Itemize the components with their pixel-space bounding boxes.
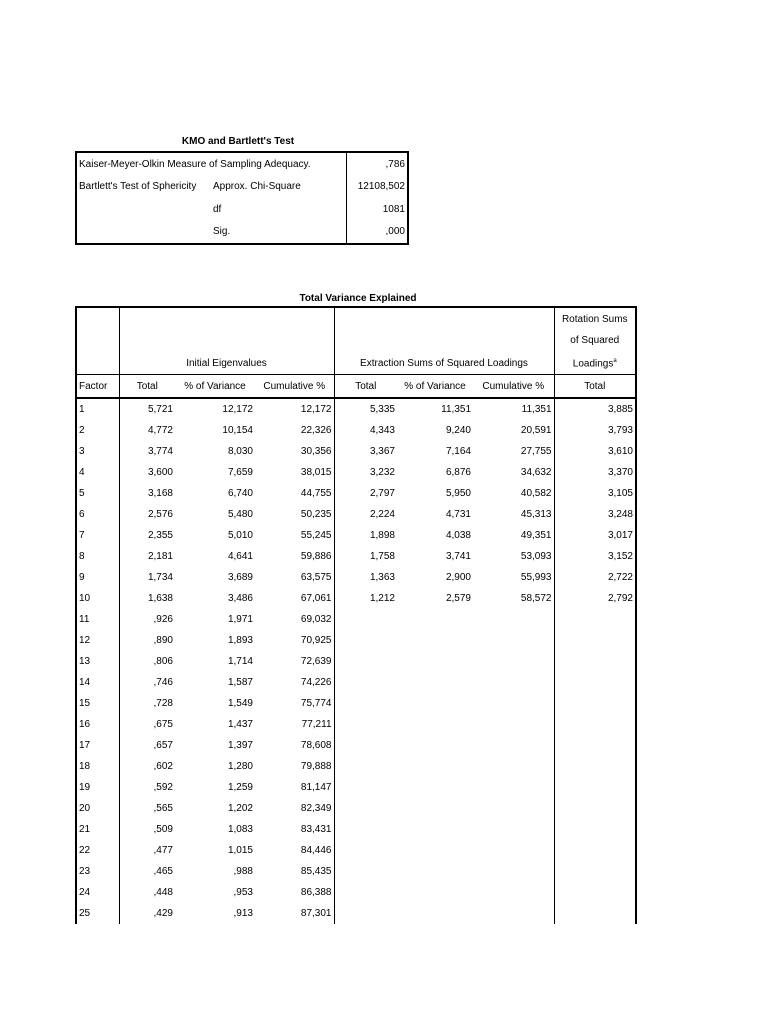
factor-cell: 4 (76, 462, 119, 483)
extraction-percent-variance-cell (397, 903, 473, 924)
extraction-cumulative-percent-cell: 27,755 (520, 446, 552, 457)
cumulative-percent-cell: 86,388 (300, 887, 332, 898)
cumulative-percent-cell: 55,245 (300, 530, 332, 541)
percent-variance-cell: 1,714 (227, 656, 253, 667)
rotation-total-cell (554, 672, 636, 693)
extraction-total-cell (334, 882, 397, 903)
factor-group-header (76, 307, 119, 375)
rotation-total-cell (554, 819, 636, 840)
cumulative-percent-cell: 70,925 (300, 635, 332, 646)
percent-variance-cell: 5,010 (227, 530, 253, 541)
rotation-total-cell: 3,152 (554, 546, 636, 567)
variance-group-header-row (76, 307, 636, 375)
rotation-total-cell: 3,370 (554, 462, 636, 483)
percent-variance-cell: 1,259 (227, 782, 253, 793)
percent-variance-cell: 1,083 (227, 824, 253, 835)
initial-eigenvalues-header: Initial Eigenvalues (119, 307, 334, 375)
extraction-percent-variance-cell: 6,876 (445, 467, 471, 478)
extraction-total-cell (334, 609, 397, 630)
cumulative-percent-cell: 50,235 (300, 509, 332, 520)
extraction-percent-variance-cell (397, 609, 473, 630)
total-cell: ,565 (119, 798, 175, 819)
cumulative-percent-cell: 30,356 (300, 446, 332, 457)
extraction-percent-variance-cell: 9,240 (445, 425, 471, 436)
factor-cell: 17 (76, 735, 119, 756)
total-cell: 1,734 (119, 567, 175, 588)
percent-variance-cell: 7,659 (227, 467, 253, 478)
percent-variance-cell: 12,172 (222, 404, 253, 415)
table-row (76, 903, 636, 924)
extraction-percent-variance-cell: 5,950 (445, 488, 471, 499)
extraction-cumulative-percent-cell (473, 819, 554, 840)
extraction-percent-variance-cell: 2,900 (445, 572, 471, 583)
total-cell: 2,355 (119, 525, 175, 546)
table-row (76, 651, 636, 672)
total-cell: ,657 (119, 735, 175, 756)
variance-sub-header-row (76, 375, 636, 399)
extraction-percent-variance-cell: 3,741 (445, 551, 471, 562)
rotation-total-cell: 3,793 (554, 420, 636, 441)
extraction-percent-variance-cell (397, 651, 473, 672)
factor-column-header: Factor (76, 375, 119, 399)
kmo-table-title: KMO and Bartlett's Test (181, 136, 295, 147)
total-cell: 3,774 (119, 441, 175, 462)
kmo-label (76, 198, 211, 221)
cumulative-percent-cell: 75,774 (300, 698, 332, 709)
extraction-percent-variance-cell: 4,038 (445, 530, 471, 541)
variance-table-body (76, 398, 636, 924)
rotation-total-cell (554, 714, 636, 735)
extraction-total-cell: 2,797 (334, 483, 397, 504)
factor-cell: 9 (76, 567, 119, 588)
factor-cell: 18 (76, 756, 119, 777)
column-header: Cumulative % (473, 375, 554, 399)
kmo-value: 1081 (347, 198, 409, 221)
table-row (76, 398, 636, 420)
extraction-percent-variance-cell (397, 798, 473, 819)
extraction-total-cell (334, 861, 397, 882)
variance-table (75, 306, 637, 924)
total-cell: 1,638 (119, 588, 175, 609)
percent-variance-cell: ,953 (233, 887, 253, 898)
cumulative-percent-cell: 84,446 (300, 845, 332, 856)
extraction-cumulative-percent-cell: 34,632 (520, 467, 552, 478)
rotation-total-cell (554, 651, 636, 672)
factor-cell: 10 (76, 588, 119, 609)
rotation-total-cell (554, 609, 636, 630)
table-row (76, 441, 636, 462)
factor-cell: 5 (76, 483, 119, 504)
extraction-cumulative-percent-cell (473, 882, 554, 903)
extraction-percent-variance-cell (397, 672, 473, 693)
extraction-total-cell: 1,898 (334, 525, 397, 546)
rotation-total-cell (554, 693, 636, 714)
extraction-percent-variance-cell (397, 693, 473, 714)
table-row (76, 588, 636, 609)
extraction-total-cell (334, 630, 397, 651)
percent-variance-cell: 1,893 (227, 635, 253, 646)
total-cell: 5,721 (119, 398, 175, 420)
cumulative-percent-cell: 83,431 (300, 824, 332, 835)
factor-cell: 3 (76, 441, 119, 462)
table-row (76, 882, 636, 903)
factor-cell: 11 (76, 609, 119, 630)
cumulative-percent-cell: 87,301 (300, 908, 332, 919)
column-header: Total (119, 375, 175, 399)
total-cell: 3,168 (119, 483, 175, 504)
extraction-percent-variance-cell: 2,579 (445, 593, 471, 604)
rotation-total-cell (554, 903, 636, 924)
table-row (76, 504, 636, 525)
extraction-percent-variance-cell: 11,351 (441, 404, 471, 415)
factor-cell: 20 (76, 798, 119, 819)
kmo-label (76, 221, 211, 245)
cumulative-percent-cell: 85,435 (300, 866, 332, 877)
kmo-sublabel: Sig. (213, 226, 231, 238)
total-cell: ,746 (119, 672, 175, 693)
table-row (76, 630, 636, 651)
rotation-total-cell (554, 861, 636, 882)
cumulative-percent-cell: 59,886 (300, 551, 332, 562)
extraction-percent-variance-cell (397, 714, 473, 735)
rotation-footnote-marker: a (613, 357, 617, 364)
cumulative-percent-cell: 77,211 (301, 719, 332, 730)
cumulative-percent-cell: 63,575 (300, 572, 332, 583)
extraction-percent-variance-cell (397, 777, 473, 798)
column-header: Total (334, 375, 397, 399)
extraction-total-cell: 3,367 (334, 441, 397, 462)
table-row (76, 567, 636, 588)
extraction-cumulative-percent-cell: 49,351 (520, 530, 552, 541)
extraction-total-cell: 1,758 (334, 546, 397, 567)
table-row (76, 693, 636, 714)
kmo-row (76, 221, 408, 245)
extraction-total-cell (334, 798, 397, 819)
extraction-total-cell (334, 672, 397, 693)
percent-variance-cell: 1,971 (227, 614, 253, 625)
extraction-percent-variance-cell (397, 630, 473, 651)
factor-cell: 22 (76, 840, 119, 861)
total-cell: 3,600 (119, 462, 175, 483)
percent-variance-cell: 3,689 (227, 572, 253, 583)
factor-cell: 23 (76, 861, 119, 882)
rotation-total-cell: 3,105 (554, 483, 636, 504)
extraction-cumulative-percent-cell: 40,582 (520, 488, 552, 499)
rotation-total-cell (554, 630, 636, 651)
factor-cell: 12 (76, 630, 119, 651)
total-cell: ,806 (119, 651, 175, 672)
column-header: Cumulative % (255, 375, 334, 399)
extraction-percent-variance-cell: 4,731 (445, 509, 471, 520)
extraction-cumulative-percent-cell (473, 756, 554, 777)
extraction-total-cell (334, 714, 397, 735)
extraction-total-cell (334, 819, 397, 840)
total-cell: ,592 (119, 777, 175, 798)
variance-table-title: Total Variance Explained (299, 293, 417, 304)
table-row (76, 609, 636, 630)
kmo-row (76, 176, 408, 199)
extraction-total-cell: 2,224 (334, 504, 397, 525)
kmo-sublabel: Approx. Chi-Square (213, 181, 301, 193)
total-cell: ,675 (119, 714, 175, 735)
table-row (76, 777, 636, 798)
extraction-percent-variance-cell (397, 861, 473, 882)
extraction-total-cell (334, 693, 397, 714)
factor-cell: 25 (76, 903, 119, 924)
rotation-loadings-header (554, 307, 636, 375)
cumulative-percent-cell: 22,326 (300, 425, 332, 436)
rotation-total-cell (554, 735, 636, 756)
kmo-table (75, 151, 409, 245)
table-row (76, 756, 636, 777)
table-row (76, 840, 636, 861)
extraction-percent-variance-cell (397, 819, 473, 840)
total-cell: ,890 (119, 630, 175, 651)
kmo-label: Bartlett's Test of Sphericity (79, 181, 197, 193)
rotation-total-cell (554, 798, 636, 819)
extraction-percent-variance-cell (397, 840, 473, 861)
table-row (76, 672, 636, 693)
total-cell: ,728 (119, 693, 175, 714)
table-row (76, 525, 636, 546)
percent-variance-cell: 6,740 (227, 488, 253, 499)
percent-variance-cell: 3,486 (227, 593, 253, 604)
extraction-cumulative-percent-cell (473, 651, 554, 672)
rotation-total-cell: 2,792 (554, 588, 636, 609)
kmo-row (76, 198, 408, 221)
cumulative-percent-cell: 12,172 (300, 404, 332, 415)
percent-variance-cell: 8,030 (227, 446, 253, 457)
percent-variance-cell: 10,154 (222, 425, 253, 436)
extraction-total-cell (334, 651, 397, 672)
total-cell: ,465 (119, 861, 175, 882)
factor-cell: 1 (76, 398, 119, 420)
total-cell: ,429 (119, 903, 175, 924)
total-cell: ,602 (119, 756, 175, 777)
percent-variance-cell: 1,397 (227, 740, 253, 751)
rotation-total-cell (554, 882, 636, 903)
table-row (76, 714, 636, 735)
extraction-cumulative-percent-cell (473, 609, 554, 630)
percent-variance-cell: 1,280 (227, 761, 253, 772)
kmo-sublabel: df (213, 203, 222, 215)
extraction-percent-variance-cell (397, 882, 473, 903)
extraction-total-cell (334, 777, 397, 798)
table-row (76, 483, 636, 504)
cumulative-percent-cell: 69,032 (300, 614, 332, 625)
column-header: % of Variance (175, 375, 255, 399)
extraction-loadings-header: Extraction Sums of Squared Loadings (334, 307, 554, 375)
extraction-cumulative-percent-cell (473, 840, 554, 861)
rotation-loadings-label: Rotation Sums of Squared Loadings (561, 313, 628, 369)
cumulative-percent-cell: 81,147 (300, 782, 332, 793)
total-cell: 4,772 (119, 420, 175, 441)
rotation-total-cell: 2,722 (554, 567, 636, 588)
factor-cell: 6 (76, 504, 119, 525)
cumulative-percent-cell: 82,349 (300, 803, 332, 814)
total-cell: ,448 (119, 882, 175, 903)
table-row (76, 819, 636, 840)
column-header: % of Variance (397, 375, 473, 399)
factor-cell: 14 (76, 672, 119, 693)
kmo-value: ,786 (347, 152, 409, 176)
extraction-cumulative-percent-cell (473, 693, 554, 714)
factor-cell: 16 (76, 714, 119, 735)
cumulative-percent-cell: 38,015 (300, 467, 332, 478)
extraction-cumulative-percent-cell: 55,993 (520, 572, 552, 583)
table-row (76, 798, 636, 819)
total-cell: 2,576 (119, 504, 175, 525)
rotation-total-cell: 3,610 (554, 441, 636, 462)
percent-variance-cell: 4,641 (227, 551, 253, 562)
rotation-total-cell (554, 840, 636, 861)
table-row (76, 546, 636, 567)
extraction-cumulative-percent-cell (473, 798, 554, 819)
total-cell: ,477 (119, 840, 175, 861)
extraction-total-cell: 1,363 (334, 567, 397, 588)
extraction-percent-variance-cell (397, 756, 473, 777)
extraction-total-cell (334, 735, 397, 756)
factor-cell: 7 (76, 525, 119, 546)
extraction-cumulative-percent-cell (473, 630, 554, 651)
extraction-cumulative-percent-cell (473, 735, 554, 756)
extraction-cumulative-percent-cell: 53,093 (520, 551, 552, 562)
extraction-cumulative-percent-cell: 58,572 (520, 593, 552, 604)
total-cell: 2,181 (119, 546, 175, 567)
extraction-total-cell (334, 903, 397, 924)
percent-variance-cell: ,988 (233, 866, 253, 877)
column-header: Total (554, 375, 636, 399)
factor-cell: 19 (76, 777, 119, 798)
percent-variance-cell: 1,549 (227, 698, 253, 709)
cumulative-percent-cell: 72,639 (300, 656, 332, 667)
percent-variance-cell: 1,587 (227, 677, 253, 688)
rotation-total-cell: 3,885 (554, 398, 636, 420)
total-cell: ,509 (119, 819, 175, 840)
factor-cell: 24 (76, 882, 119, 903)
extraction-cumulative-percent-cell: 20,591 (520, 425, 552, 436)
rotation-total-cell: 3,248 (554, 504, 636, 525)
extraction-cumulative-percent-cell (473, 861, 554, 882)
kmo-label: Kaiser-Meyer-Olkin Measure of Sampling Adequacy. (79, 158, 311, 170)
extraction-total-cell: 1,212 (334, 588, 397, 609)
factor-cell: 13 (76, 651, 119, 672)
extraction-cumulative-percent-cell (473, 903, 554, 924)
cumulative-percent-cell: 78,608 (300, 740, 332, 751)
extraction-cumulative-percent-cell (473, 777, 554, 798)
factor-cell: 21 (76, 819, 119, 840)
kmo-value: 12108,502 (347, 176, 409, 199)
table-row (76, 735, 636, 756)
extraction-total-cell (334, 756, 397, 777)
rotation-total-cell (554, 777, 636, 798)
extraction-cumulative-percent-cell (473, 714, 554, 735)
rotation-total-cell: 3,017 (554, 525, 636, 546)
table-row (76, 420, 636, 441)
extraction-cumulative-percent-cell (473, 672, 554, 693)
factor-cell: 15 (76, 693, 119, 714)
percent-variance-cell: 1,437 (227, 719, 253, 730)
extraction-percent-variance-cell (397, 735, 473, 756)
factor-cell: 8 (76, 546, 119, 567)
kmo-row (76, 152, 408, 176)
extraction-cumulative-percent-cell: 45,313 (520, 509, 552, 520)
cumulative-percent-cell: 74,226 (300, 677, 332, 688)
cumulative-percent-cell: 67,061 (300, 593, 332, 604)
extraction-total-cell: 5,335 (334, 398, 397, 420)
extraction-percent-variance-cell: 7,164 (445, 446, 471, 457)
kmo-value: ,000 (347, 221, 409, 245)
percent-variance-cell: 1,015 (227, 845, 253, 856)
cumulative-percent-cell: 79,888 (300, 761, 332, 772)
extraction-total-cell: 4,343 (334, 420, 397, 441)
table-row (76, 462, 636, 483)
percent-variance-cell: 5,480 (227, 509, 253, 520)
cumulative-percent-cell: 44,755 (300, 488, 332, 499)
percent-variance-cell: ,913 (233, 908, 253, 919)
factor-cell: 2 (76, 420, 119, 441)
extraction-total-cell (334, 840, 397, 861)
percent-variance-cell: 1,202 (227, 803, 253, 814)
total-cell: ,926 (119, 609, 175, 630)
extraction-cumulative-percent-cell: 11,351 (521, 404, 552, 415)
rotation-total-cell (554, 756, 636, 777)
extraction-total-cell: 3,232 (334, 462, 397, 483)
table-row (76, 861, 636, 882)
